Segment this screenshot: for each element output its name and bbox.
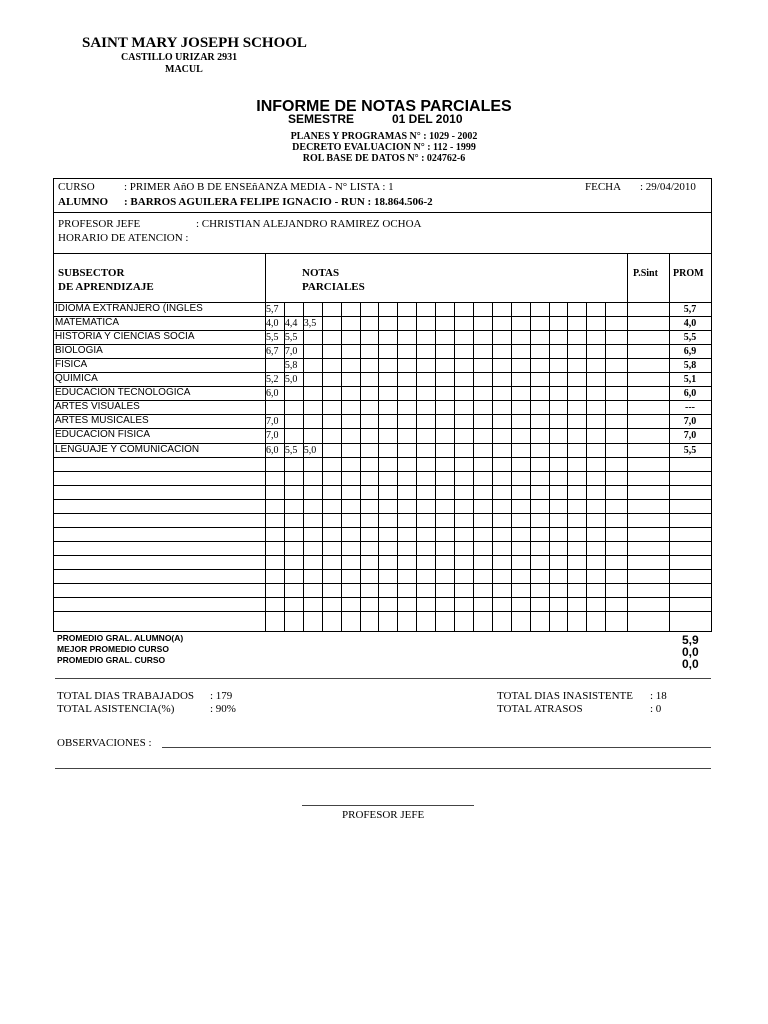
grade-column-line (492, 302, 493, 631)
grade-cell: 5,8 (284, 360, 298, 372)
subject-average: 5,5 (683, 332, 697, 344)
notas-header-2: PARCIALES (302, 281, 365, 293)
dias-trabajados-value: : 179 (210, 690, 233, 702)
grade-column-line (454, 302, 455, 631)
subject-average: 4,0 (683, 318, 697, 330)
psint-header: P.Sint (633, 268, 658, 279)
dias-trabajados-label: TOTAL DIAS TRABAJADOS (57, 690, 195, 702)
subject-average: 5,7 (683, 304, 697, 315)
separator-line (55, 678, 711, 679)
subject-average: 7,0 (683, 416, 697, 428)
subject-name: MATEMATICA (55, 317, 120, 329)
row-line (53, 400, 712, 401)
subject-average: --- (685, 402, 695, 414)
grade-cell: 6,7 (266, 346, 279, 358)
grade-column-line (435, 302, 436, 631)
grade-column-line (397, 302, 398, 631)
row-line (53, 414, 712, 415)
asistencia-label: TOTAL ASISTENCIA(%) (57, 703, 175, 715)
subject-name: EDUCACION TECNOLOGICA (55, 387, 191, 399)
semestre-label: SEMESTRE (288, 112, 355, 126)
grade-column-line (303, 302, 304, 631)
report-title: INFORME DE NOTAS PARCIALES (256, 98, 512, 115)
grade-cell: 3,5 (303, 318, 317, 330)
subsector-header: SUBSECTOR (58, 267, 125, 279)
mejor-promedio-label: MEJOR PROMEDIO CURSO (57, 644, 169, 654)
signature-line (302, 805, 474, 806)
promedio-alumno-label: PROMEDIO GRAL. ALUMNO(A) (57, 633, 184, 643)
atrasos-label: TOTAL ATRASOS (497, 703, 583, 715)
profesor-label: PROFESOR JEFE (58, 218, 141, 230)
grade-cell: 7,0 (284, 346, 298, 358)
grade-column-line (378, 302, 379, 631)
observaciones-line-2 (55, 768, 711, 769)
planes-programas: PLANES Y PROGRAMAS N° : 1029 - 2002 (290, 131, 478, 142)
subject-name: HISTORIA Y CIENCIAS SOCIA (55, 331, 195, 343)
grade-column-line (586, 302, 587, 631)
subject-average: 5,1 (683, 374, 697, 386)
grade-column-line (511, 302, 512, 631)
grade-cell: 5,5 (284, 444, 298, 456)
alumno-value: : BARROS AGUILERA FELIPE IGNACIO - RUN : 18.864.506-2 (124, 196, 433, 208)
subject-average: 5,5 (683, 444, 697, 456)
subject-name: BIOLOGIA (55, 345, 103, 357)
row-line (53, 597, 712, 598)
profesor-value: : CHRISTIAN ALEJANDRO RAMIREZ OCHOA (196, 218, 422, 230)
grade-cell: 7,0 (266, 416, 279, 428)
grade-column-line (341, 302, 342, 631)
row-line (53, 569, 712, 570)
row-line (53, 499, 712, 500)
asistencia-value: : 90% (210, 703, 236, 715)
promedio-curso-value: 0,0 (682, 657, 699, 671)
subject-average: 6,9 (683, 346, 697, 358)
grade-cell: 4,4 (284, 318, 298, 330)
grade-cell: 4,0 (266, 318, 279, 330)
notas-header: NOTAS (302, 267, 340, 279)
subject-average: 5,8 (683, 360, 697, 372)
school-city: MACUL (165, 64, 203, 75)
row-line (53, 541, 712, 542)
grade-column-line (605, 302, 606, 631)
row-line (53, 485, 712, 486)
signature-label: PROFESOR JEFE (342, 809, 425, 821)
row-line (53, 527, 712, 528)
grade-column-line (567, 302, 568, 631)
grade-cell: 5,5 (284, 332, 298, 344)
grade-column-line (360, 302, 361, 631)
grade-cell: 5,0 (284, 374, 298, 386)
grade-column-line (322, 302, 323, 631)
subject-name: ARTES VISUALES (55, 401, 140, 413)
rol-base-datos: ROL BASE DE DATOS N° : 024762-6 (302, 153, 466, 164)
school-name: SAINT MARY JOSEPH SCHOOL (82, 35, 307, 51)
subject-average: 7,0 (683, 430, 697, 442)
semestre-value: 01 DEL 2010 (392, 112, 463, 126)
mejor-promedio-value: 0,0 (682, 645, 699, 659)
row-line (53, 344, 712, 345)
alumno-label: ALUMNO (58, 196, 109, 208)
grade-cell: 5,5 (266, 332, 279, 344)
inasistente-label: TOTAL DIAS INASISTENTE (497, 690, 633, 702)
subject-name: IDIOMA EXTRANJERO (INGLES (55, 303, 203, 314)
row-line (53, 428, 712, 429)
prom-header: PROM (673, 268, 704, 279)
inasistente-value: : 18 (650, 690, 667, 702)
row-line (53, 372, 712, 373)
horario-label: HORARIO DE ATENCION : (58, 232, 189, 244)
grade-cell: 5,7 (266, 304, 279, 315)
grade-column-line (473, 302, 474, 631)
row-line (53, 457, 712, 458)
observaciones-label: OBSERVACIONES : (57, 737, 152, 749)
curso-value: : PRIMER AñO B DE ENSEñANZA MEDIA - N° LISTA : 1 (124, 181, 394, 193)
subject-name: EDUCACION FISICA (55, 429, 151, 441)
decreto-evaluacion: DECRETO EVALUACION N° : 112 - 1999 (292, 142, 476, 153)
row-line (53, 513, 712, 514)
subject-name: QUIMICA (55, 373, 98, 385)
grade-column-line (549, 302, 550, 631)
subject-average: 6,0 (683, 388, 697, 400)
school-address: CASTILLO URIZAR 2931 (121, 52, 238, 63)
grade-cell: 5,2 (266, 374, 279, 386)
row-line (53, 583, 712, 584)
row-line (53, 555, 712, 556)
observaciones-line-1 (162, 747, 711, 748)
grade-cell: 6,0 (266, 444, 279, 456)
subsector-header-2: DE APRENDIZAJE (58, 281, 154, 293)
row-line (53, 471, 712, 472)
grade-cell: 7,0 (266, 430, 279, 442)
grade-cell: 5,0 (303, 444, 317, 456)
subject-name: LENGUAJE Y COMUNICACION (55, 443, 200, 455)
row-line (53, 316, 712, 317)
promedio-curso-label: PROMEDIO GRAL. CURSO (57, 655, 166, 665)
promedio-alumno-value: 5,9 (682, 633, 699, 647)
fecha-label: FECHA (585, 181, 622, 193)
grade-cell: 6,0 (266, 388, 279, 400)
grade-column-line (416, 302, 417, 631)
report-frame (53, 178, 712, 632)
atrasos-value: : 0 (650, 703, 662, 715)
grade-column-line (530, 302, 531, 631)
subject-name: ARTES MUSICALES (55, 415, 149, 427)
subject-name: FISICA (55, 359, 88, 371)
row-line (53, 611, 712, 612)
row-line (53, 358, 712, 359)
fecha-value: : 29/04/2010 (640, 181, 696, 193)
curso-label: CURSO (58, 181, 95, 193)
